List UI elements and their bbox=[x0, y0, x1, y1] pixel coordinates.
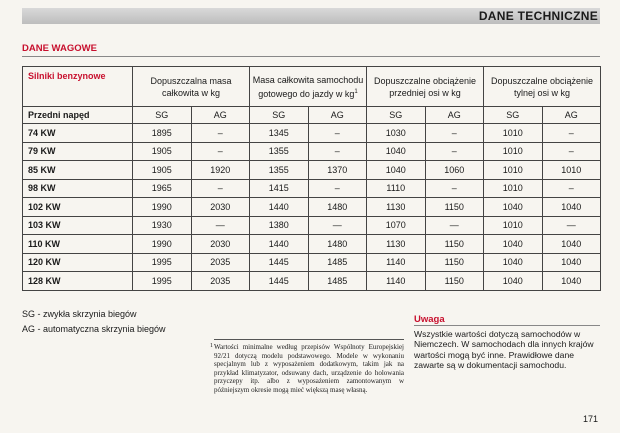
table-row bbox=[23, 272, 601, 291]
group-header-rear-axle: Dopuszczalne obciążenie tylnej osi w kg bbox=[484, 67, 601, 107]
subheader-cell: SG bbox=[484, 107, 543, 124]
value-cell: 1040 bbox=[484, 235, 543, 254]
value-cell: – bbox=[425, 179, 484, 198]
subheader-cell: SG bbox=[367, 107, 426, 124]
value-cell: – bbox=[542, 124, 601, 143]
value-cell: 2035 bbox=[191, 272, 250, 291]
value-cell: – bbox=[542, 179, 601, 198]
value-cell: 1130 bbox=[367, 198, 426, 217]
value-cell: 1480 bbox=[308, 235, 367, 254]
value-cell: 1445 bbox=[250, 253, 309, 272]
table-row bbox=[23, 235, 601, 254]
value-cell: 1140 bbox=[367, 253, 426, 272]
table-row bbox=[23, 198, 601, 217]
value-cell: 1990 bbox=[133, 235, 192, 254]
value-cell: 1040 bbox=[367, 142, 426, 161]
value-cell: 1040 bbox=[484, 272, 543, 291]
value-cell: 1355 bbox=[250, 161, 309, 180]
note-text: Wszystkie wartości dotyczą samochodów w Niemczech. W samochodach dla innych krajów wartości mogą być inne. Prawidłowe dane zawarte są w dokumentacji samochodu. bbox=[414, 329, 594, 370]
subheader-cell: AG bbox=[308, 107, 367, 124]
footnote-divider bbox=[214, 339, 404, 340]
value-cell: – bbox=[308, 124, 367, 143]
table-row bbox=[23, 161, 601, 180]
value-cell: 1380 bbox=[250, 216, 309, 235]
value-cell: 1920 bbox=[191, 161, 250, 180]
table-row bbox=[23, 179, 601, 198]
subheader-cell: SG bbox=[133, 107, 192, 124]
value-cell: 1905 bbox=[133, 161, 192, 180]
value-cell: – bbox=[308, 179, 367, 198]
engine-power-cell: 128 KW bbox=[23, 272, 133, 291]
footnote bbox=[210, 343, 404, 395]
value-cell: 1040 bbox=[542, 235, 601, 254]
value-cell: 1440 bbox=[250, 235, 309, 254]
value-cell: – bbox=[425, 142, 484, 161]
value-cell: 1440 bbox=[250, 198, 309, 217]
note-divider bbox=[414, 325, 600, 326]
value-cell: 1445 bbox=[250, 272, 309, 291]
value-cell: – bbox=[425, 124, 484, 143]
value-cell: 1995 bbox=[133, 253, 192, 272]
table-group-header-row bbox=[23, 67, 601, 107]
footnote-text: Wartości minimalne według przepisów Wspólnoty Europejskiej 92/21 dotyczą modelu podstawowego. Modele w wykonaniu specjalnym lub z wyposażeniem dodatkowym, takim jak na przykład klimatyzator, odsuwany dach, urządzenie do holowania przyczepy itp. albo z wyposażeniem zamontowanym w późniejszym okresie mogą mieć większą masę własną. bbox=[214, 343, 404, 394]
value-cell: 1040 bbox=[542, 198, 601, 217]
value-cell: — bbox=[191, 216, 250, 235]
page-header-title: DANE TECHNICZNE bbox=[478, 9, 598, 23]
value-cell: 1040 bbox=[367, 161, 426, 180]
value-cell: 1905 bbox=[133, 142, 192, 161]
group-header-gross-mass: Dopuszczalna masa całkowita w kg bbox=[133, 67, 250, 107]
value-cell: 1150 bbox=[425, 198, 484, 217]
drive-type-label: Przedni napęd bbox=[23, 107, 133, 124]
group-header-kerb-mass bbox=[250, 67, 367, 107]
table-body bbox=[23, 124, 601, 291]
value-cell: 1010 bbox=[542, 161, 601, 180]
value-cell: 1040 bbox=[484, 198, 543, 217]
engine-power-cell: 74 KW bbox=[23, 124, 133, 143]
table-row bbox=[23, 253, 601, 272]
engine-power-cell: 120 KW bbox=[23, 253, 133, 272]
value-cell: – bbox=[191, 179, 250, 198]
value-cell: 1150 bbox=[425, 272, 484, 291]
subheader-cell: AG bbox=[425, 107, 484, 124]
subheader-cell: AG bbox=[191, 107, 250, 124]
value-cell: 2030 bbox=[191, 198, 250, 217]
engine-type-label: Silniki benzynowe bbox=[23, 67, 133, 107]
value-cell: – bbox=[308, 142, 367, 161]
value-cell: 1010 bbox=[484, 142, 543, 161]
value-cell: 1895 bbox=[133, 124, 192, 143]
value-cell: 1930 bbox=[133, 216, 192, 235]
weight-table bbox=[22, 66, 601, 291]
engine-power-cell: 79 KW bbox=[23, 142, 133, 161]
engine-power-cell: 103 KW bbox=[23, 216, 133, 235]
value-cell: 1990 bbox=[133, 198, 192, 217]
value-cell: 1150 bbox=[425, 235, 484, 254]
value-cell: 1010 bbox=[484, 161, 543, 180]
value-cell: 1355 bbox=[250, 142, 309, 161]
table-row bbox=[23, 142, 601, 161]
value-cell: 1965 bbox=[133, 179, 192, 198]
value-cell: 1480 bbox=[308, 198, 367, 217]
value-cell: 1345 bbox=[250, 124, 309, 143]
value-cell: – bbox=[542, 142, 601, 161]
value-cell: 1010 bbox=[484, 124, 543, 143]
table-subheader-row bbox=[23, 107, 601, 124]
value-cell: 1040 bbox=[542, 272, 601, 291]
value-cell: 1415 bbox=[250, 179, 309, 198]
value-cell: 1040 bbox=[542, 253, 601, 272]
value-cell: — bbox=[425, 216, 484, 235]
value-cell: 1370 bbox=[308, 161, 367, 180]
value-cell: 1030 bbox=[367, 124, 426, 143]
engine-power-cell: 102 KW bbox=[23, 198, 133, 217]
footnote-ref: 1 bbox=[354, 88, 358, 95]
section-divider bbox=[22, 56, 600, 57]
value-cell: 1485 bbox=[308, 272, 367, 291]
value-cell: 1060 bbox=[425, 161, 484, 180]
value-cell: 1485 bbox=[308, 253, 367, 272]
value-cell: — bbox=[308, 216, 367, 235]
value-cell: 1040 bbox=[484, 253, 543, 272]
value-cell: 1010 bbox=[484, 216, 543, 235]
engine-power-cell: 110 KW bbox=[23, 235, 133, 254]
table-row bbox=[23, 124, 601, 143]
note-title: Uwaga bbox=[414, 314, 445, 325]
page-number: 171 bbox=[582, 414, 598, 424]
value-cell: – bbox=[191, 124, 250, 143]
value-cell: 2030 bbox=[191, 235, 250, 254]
value-cell: 1110 bbox=[367, 179, 426, 198]
value-cell: 1010 bbox=[484, 179, 543, 198]
engine-power-cell: 85 KW bbox=[23, 161, 133, 180]
value-cell: 1130 bbox=[367, 235, 426, 254]
value-cell: 1070 bbox=[367, 216, 426, 235]
value-cell: – bbox=[191, 142, 250, 161]
value-cell: 1150 bbox=[425, 253, 484, 272]
footnote-mark: 1 bbox=[210, 343, 213, 349]
group-header-kerb-mass-text: Masa całkowita samochodu gotowego do jazdy w kg bbox=[252, 74, 364, 99]
value-cell: 2035 bbox=[191, 253, 250, 272]
value-cell: — bbox=[542, 216, 601, 235]
value-cell: 1140 bbox=[367, 272, 426, 291]
subheader-cell: SG bbox=[250, 107, 309, 124]
legend-ag: AG - automatyczna skrzynia biegów bbox=[22, 324, 166, 334]
subheader-cell: AG bbox=[542, 107, 601, 124]
group-header-front-axle: Dopuszczalne obciążenie przedniej osi w kg bbox=[367, 67, 484, 107]
section-title: DANE WAGOWE bbox=[22, 43, 97, 54]
engine-power-cell: 98 KW bbox=[23, 179, 133, 198]
legend-sg: SG - zwykła skrzynia biegów bbox=[22, 309, 137, 319]
table-row bbox=[23, 216, 601, 235]
value-cell: 1995 bbox=[133, 272, 192, 291]
